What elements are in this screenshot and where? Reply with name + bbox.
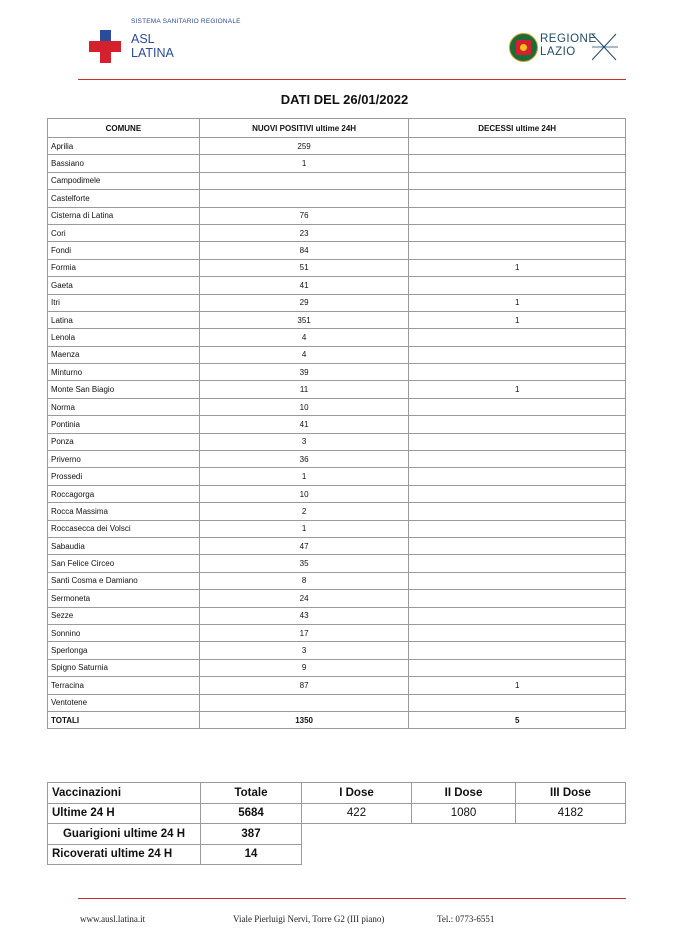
cell-comune: Roccagorga [48, 485, 200, 502]
footer-divider [78, 898, 626, 899]
cell-decessi [409, 277, 626, 294]
cell-comune: Latina [48, 311, 200, 328]
table-row [48, 468, 626, 485]
totals-positivi: 1350 [199, 711, 409, 728]
totals-decessi: 5 [409, 711, 626, 728]
cell-comune: Rocca Massima [48, 503, 200, 520]
guarigioni-row [48, 824, 626, 845]
table-row [48, 207, 626, 224]
cell-decessi [409, 485, 626, 502]
totals-label: TOTALI [48, 711, 200, 728]
cell-positivi [199, 172, 409, 189]
cell-decessi [409, 172, 626, 189]
cell-comune: Santi Cosma e Damiano [48, 572, 200, 589]
cell-decessi [409, 155, 626, 172]
col-header-comune: COMUNE [48, 119, 200, 138]
cell-positivi: 23 [199, 224, 409, 241]
cell-decessi [409, 537, 626, 554]
cell-comune: Campodimele [48, 172, 200, 189]
table-row [48, 555, 626, 572]
cell-comune: Ponza [48, 433, 200, 450]
cell-positivi: 8 [199, 572, 409, 589]
table-row [48, 624, 626, 641]
empty-cell [302, 824, 626, 845]
cell-comune: Sonnino [48, 624, 200, 641]
table-row [48, 607, 626, 624]
cell-positivi: 87 [199, 677, 409, 694]
cell-decessi [409, 416, 626, 433]
cell-decessi [409, 451, 626, 468]
page-header [0, 0, 689, 80]
asl-name-line1: ASL [131, 32, 155, 46]
cell-comune: Sperlonga [48, 642, 200, 659]
cell-decessi [409, 624, 626, 641]
cell-decessi [409, 190, 626, 207]
cell-decessi [409, 607, 626, 624]
table-row [48, 677, 626, 694]
cell-comune: Sermoneta [48, 590, 200, 607]
ricoverati-label: Ricoverati ultime 24 H [48, 844, 201, 865]
cell-comune: Castelforte [48, 190, 200, 207]
cell-comune: Minturno [48, 364, 200, 381]
cell-decessi [409, 242, 626, 259]
cell-decessi [409, 659, 626, 676]
vax-dose3-label: III Dose [516, 783, 626, 804]
cell-comune: Fondi [48, 242, 200, 259]
cell-comune: Roccasecca dei Volsci [48, 520, 200, 537]
cell-decessi [409, 224, 626, 241]
cell-comune: Norma [48, 398, 200, 415]
cell-comune: Spigno Saturnia [48, 659, 200, 676]
table-row [48, 694, 626, 711]
cell-decessi [409, 207, 626, 224]
cell-positivi: 39 [199, 364, 409, 381]
col-header-decessi: DECESSI ultime 24H [409, 119, 626, 138]
cell-positivi: 76 [199, 207, 409, 224]
footer-address: Viale Pierluigi Nervi, Torre G2 (III piano) [233, 914, 385, 924]
table-row [48, 329, 626, 346]
cell-positivi: 1 [199, 468, 409, 485]
cell-decessi [409, 398, 626, 415]
cell-positivi [199, 694, 409, 711]
table-row [48, 520, 626, 537]
col-header-positivi: NUOVI POSITIVI ultime 24H [199, 119, 409, 138]
cell-comune: Cori [48, 224, 200, 241]
cell-positivi: 3 [199, 433, 409, 450]
cell-positivi: 29 [199, 294, 409, 311]
cell-decessi [409, 433, 626, 450]
cell-decessi [409, 590, 626, 607]
cell-decessi [409, 520, 626, 537]
cell-positivi: 259 [199, 138, 409, 155]
cell-positivi: 43 [199, 607, 409, 624]
cell-comune: Ventotene [48, 694, 200, 711]
cell-positivi: 10 [199, 485, 409, 502]
cell-comune: Aprilia [48, 138, 200, 155]
cell-positivi: 41 [199, 416, 409, 433]
cases-table [47, 118, 626, 729]
cell-comune: Bassiano [48, 155, 200, 172]
footer-phone: Tel.: 0773-6551 [437, 914, 495, 924]
ricoverati-row [48, 844, 626, 865]
table-row [48, 433, 626, 450]
cell-positivi: 4 [199, 329, 409, 346]
system-label: SISTEMA SANITARIO REGIONALE [131, 18, 241, 25]
footer-website: www.ausl.latina.it [80, 914, 146, 924]
table-row [48, 190, 626, 207]
table-row [48, 364, 626, 381]
table-row [48, 242, 626, 259]
table-row [48, 537, 626, 554]
vax-dose2: 1080 [412, 803, 516, 824]
table-row [48, 381, 626, 398]
cell-positivi: 41 [199, 277, 409, 294]
cell-decessi [409, 346, 626, 363]
cell-decessi [409, 642, 626, 659]
table-row [48, 155, 626, 172]
cell-positivi [199, 190, 409, 207]
vax-dose1: 422 [302, 803, 412, 824]
cell-decessi: 1 [409, 294, 626, 311]
vax-totale: 5684 [201, 803, 302, 824]
table-row [48, 294, 626, 311]
table-row [48, 451, 626, 468]
cell-decessi [409, 503, 626, 520]
cell-positivi: 10 [199, 398, 409, 415]
cell-decessi [409, 572, 626, 589]
cell-positivi: 1 [199, 155, 409, 172]
cell-comune: San Felice Circeo [48, 555, 200, 572]
table-row [48, 416, 626, 433]
vax-dose3: 4182 [516, 803, 626, 824]
cell-comune: Prossedi [48, 468, 200, 485]
region-logo-lines-icon [592, 30, 620, 64]
table-row [48, 311, 626, 328]
cell-comune: Maenza [48, 346, 200, 363]
cell-decessi [409, 138, 626, 155]
cell-comune: Sabaudia [48, 537, 200, 554]
asl-cross-logo [89, 30, 121, 63]
vax-dose1-label: I Dose [302, 783, 412, 804]
table-row [48, 590, 626, 607]
cell-decessi [409, 694, 626, 711]
cell-comune: Lenola [48, 329, 200, 346]
cell-positivi: 2 [199, 503, 409, 520]
asl-name-line2: LATINA [131, 46, 174, 60]
table-row [48, 485, 626, 502]
table-row [48, 346, 626, 363]
cell-comune: Terracina [48, 677, 200, 694]
table-row [48, 503, 626, 520]
cell-positivi: 36 [199, 451, 409, 468]
totals-row [48, 711, 626, 728]
cell-comune: Monte San Biagio [48, 381, 200, 398]
cell-decessi [409, 364, 626, 381]
cell-decessi: 1 [409, 381, 626, 398]
cell-decessi [409, 555, 626, 572]
table-row [48, 277, 626, 294]
vax-label: Vaccinazioni [48, 783, 201, 804]
cell-decessi: 1 [409, 259, 626, 276]
table-row [48, 659, 626, 676]
region-name [540, 33, 597, 59]
table-row [48, 172, 626, 189]
cell-decessi: 1 [409, 677, 626, 694]
region-name-line1: REGIONE [540, 33, 597, 45]
cell-positivi: 11 [199, 381, 409, 398]
table-row [48, 259, 626, 276]
cell-positivi: 24 [199, 590, 409, 607]
vaccination-table [47, 782, 626, 865]
vax-row-label: Ultime 24 H [48, 803, 201, 824]
cell-positivi: 47 [199, 537, 409, 554]
cell-comune: Itri [48, 294, 200, 311]
ricoverati-value: 14 [201, 844, 302, 865]
vax-header-row [48, 783, 626, 804]
regione-lazio-emblem-icon [509, 33, 538, 62]
header-divider [78, 79, 626, 80]
table-row [48, 138, 626, 155]
table-row [48, 642, 626, 659]
cell-decessi [409, 329, 626, 346]
vax-dose2-label: II Dose [412, 783, 516, 804]
cell-comune: Pontinia [48, 416, 200, 433]
vax-values-row [48, 803, 626, 824]
page-title: DATI DEL 26/01/2022 [280, 92, 409, 107]
table-row [48, 398, 626, 415]
cell-positivi: 9 [199, 659, 409, 676]
empty-cell [302, 844, 626, 865]
asl-name [131, 32, 174, 60]
table-row [48, 224, 626, 241]
cell-decessi [409, 468, 626, 485]
cell-positivi: 51 [199, 259, 409, 276]
cell-decessi: 1 [409, 311, 626, 328]
vax-totale-label: Totale [201, 783, 302, 804]
guarigioni-label: Guarigioni ultime 24 H [48, 824, 201, 845]
cell-comune: Gaeta [48, 277, 200, 294]
cell-positivi: 84 [199, 242, 409, 259]
cell-comune: Formia [48, 259, 200, 276]
guarigioni-value: 387 [201, 824, 302, 845]
cell-positivi: 1 [199, 520, 409, 537]
cell-positivi: 35 [199, 555, 409, 572]
cell-comune: Sezze [48, 607, 200, 624]
table-row [48, 572, 626, 589]
cell-comune: Priverno [48, 451, 200, 468]
cell-positivi: 4 [199, 346, 409, 363]
cell-positivi: 17 [199, 624, 409, 641]
cell-comune: Cisterna di Latina [48, 207, 200, 224]
cell-positivi: 351 [199, 311, 409, 328]
table-header-row [48, 119, 626, 138]
region-name-line2: LAZIO [540, 46, 576, 58]
cell-positivi: 3 [199, 642, 409, 659]
